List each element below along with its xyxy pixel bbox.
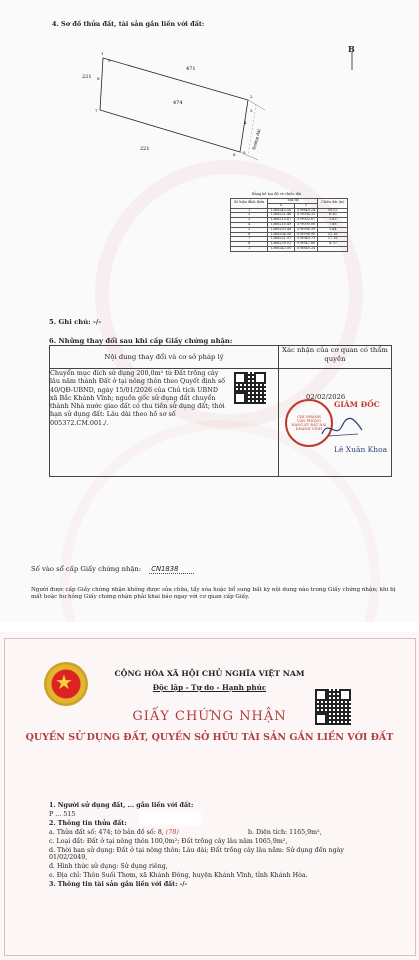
motto: Độc lập - Tự do - Hạnh phúc — [152, 683, 267, 692]
coords-cell: 7.88 — [318, 222, 348, 227]
notice-text: Người được cấp Giấy chứng nhận không được sửa chữa, tẩy xóa hoặc bổ sung bất kỳ nội dung nào trong Giấy chứng nhận; khi bị mất hoặc hư hỏng Giấy chứng nhận phải khai báo ngay với cơ quan cấp Giấy. — [31, 587, 396, 600]
changes-col-header: Xác nhận của cơ quan có thẩm quyền — [279, 346, 392, 369]
plot-vertex-label: 7 — [95, 108, 98, 113]
coords-row — [231, 246, 348, 251]
coords-cell: 6.10 — [318, 213, 348, 218]
signature — [318, 414, 368, 442]
coords-cell: 579002.67 — [294, 218, 318, 223]
changes-table — [49, 345, 392, 477]
changes-col-header: Nội dung thay đổi và cơ sở pháp lý — [50, 346, 279, 369]
coords-cell: 52.16 — [318, 232, 348, 237]
coords-cell: 578849.24 — [294, 208, 318, 213]
coords-header: X — [268, 203, 294, 208]
coords-cell: 1368243.50 — [268, 208, 294, 213]
coords-cell: 6 — [231, 232, 268, 237]
coords-cell: 8 — [231, 242, 268, 247]
neighbor-parcel-label: 221 — [82, 74, 92, 80]
parcel-area: b. Diện tích: 1165,9m², — [248, 829, 322, 836]
coords-cell: 1368210.49 — [268, 222, 294, 227]
coords-cell: 1368203.48 — [268, 227, 294, 232]
coords-cell: 1 — [231, 208, 268, 213]
coords-header: Chiều dài (m) — [318, 199, 348, 209]
plot-vertex-label: 9 — [108, 58, 111, 63]
coords-cell: 17.18 — [318, 237, 348, 242]
land-term: d. Thời hạn sử dụng: Đất ở tại nông thôn: Lâu dài; Đất trồng cây lâu năm: Sử dụng đến ngày 01/02/2049, — [49, 847, 344, 862]
coords-cell: 579000.00 — [294, 222, 318, 227]
attached-assets: 3. Thông tin tài sản gắn liền với đất: -/- — [49, 881, 188, 888]
coords-cell: 1 — [231, 246, 268, 251]
plot-diagram — [0, 0, 419, 200]
usage-form: đ. Hình thức sử dụng: Sử dụng riêng, — [49, 863, 168, 870]
coords-table-title: Bảng kê tọa độ và chiều dài — [252, 192, 302, 196]
section4-title: 4. Sơ đồ thửa đất, tài sản gắn liền với đất: — [52, 20, 205, 28]
neighbor-parcel-label: 471 — [186, 66, 196, 72]
coords-cell: 59.52 — [318, 208, 348, 213]
approver-position: GIÁM ĐỐC — [334, 400, 380, 409]
coords-cell: 2.83 — [318, 218, 348, 223]
section6-title: 6. Những thay đổi sau khi cấp Giấy chứng nhận: — [49, 337, 233, 345]
qr-code — [234, 372, 266, 404]
land-address: e. Địa chỉ: Thôn Suối Thơm, xã Khánh Đông, huyện Khánh Vĩnh, tỉnh Khánh Hòa. — [49, 872, 308, 879]
parcel-number: a. Thửa đất số: 474; tờ bản đồ số: 8, (78) — [49, 829, 179, 836]
coords-cell: 4 — [231, 222, 268, 227]
coords-cell — [318, 246, 348, 251]
coords-cell: 1368239.02 — [268, 242, 294, 247]
coords-cell: 1368243.50 — [268, 246, 294, 251]
coords-cell: 4.70 — [318, 242, 348, 247]
coords-cell: 1368221.46 — [268, 213, 294, 218]
plot-vertex-label: 4 — [244, 120, 247, 125]
parcel-number-label: 474 — [173, 100, 183, 106]
road-label: Đường đất — [251, 128, 262, 151]
coords-cell: 578996.39 — [294, 227, 318, 232]
coords-header: Tọa độ — [268, 199, 318, 204]
coords-header: Y — [294, 203, 318, 208]
approval-date: 02/02/2026 — [306, 393, 346, 401]
registry-number: Số vào sổ cấp Giấy chứng nhận: CN1838 — [31, 565, 194, 573]
official-stamp: CHI NHÁNH VĂN PHÒNG ĐĂNG KÝ ĐẤT ĐAI KHÁNH VĨNH — [285, 399, 333, 447]
section5-title: 5. Ghi chú: -/- — [49, 318, 102, 326]
neighbor-parcel-label: 221 — [140, 146, 150, 152]
coords-cell: 1368221.97 — [268, 237, 294, 242]
parcel-info-heading: 2. Thông tin thửa đất: — [49, 820, 127, 827]
north-arrow-label: B — [348, 44, 355, 54]
land-type: c. Loại đất: Đất ở tại nông thôn 100,0m²; Đất trồng cây lâu năm 1065,9m², — [49, 838, 288, 845]
plot-vertex-label: 6 — [233, 152, 236, 157]
coords-cell: 578945.73 — [294, 237, 318, 242]
coords-cell: 578994.90 — [294, 232, 318, 237]
national-emblem-icon: ★ — [44, 662, 88, 706]
coords-header: Số hiệu đỉnh thửa — [231, 199, 268, 209]
coords-cell: 2 — [231, 213, 268, 218]
owner-line: 1. Người sử dụng đất, ... gắn liền với đất: — [49, 802, 194, 809]
plot-vertex-label: 3 — [250, 108, 253, 113]
coords-cell: 579004.33 — [294, 213, 318, 218]
plot-vertex-label: 2 — [250, 94, 253, 99]
owner-line-2: P ... 515 — [49, 811, 76, 818]
plot-vertex-label: 5 — [243, 150, 246, 155]
coords-cell: 578947.80 — [294, 242, 318, 247]
coords-cell: 7 — [231, 237, 268, 242]
nation-name: CỘNG HÒA XÃ HỘI CHỦ NGHĨA VIỆT NAM — [114, 669, 305, 678]
certificate-title: GIẤY CHỨNG NHẬN — [132, 709, 287, 724]
certificate-subtitle: QUYỀN SỬ DỤNG ĐẤT, QUYỀN SỞ HỮU TÀI SẢN GẮN LIỀN VỚI ĐẤT — [25, 732, 394, 743]
coords-cell: 3 — [231, 218, 268, 223]
coords-cell: 1368204.56 — [268, 232, 294, 237]
coords-cell: 1368215.67 — [268, 218, 294, 223]
coords-cell: 578849.24 — [294, 246, 318, 251]
plot-vertex-label: 1 — [101, 51, 104, 56]
coords-table — [230, 198, 348, 252]
signer-name: Lê Xuân Khoa — [334, 445, 388, 454]
coords-cell: 1.84 — [318, 227, 348, 232]
plot-vertex-label: 8 — [97, 76, 100, 81]
changes-content: Chuyển mục đích sử dụng 200,0m² từ Đất trồng cây lâu năm thành Đất ở tại nông thôn theo Quyết định số 40/QĐ-UBND, ngày 15/01/2026 của Chủ tịch UBND xã Bắc Khánh Vĩnh; nguồn gốc sử dụng đất chuyển thành Nhà nước giao đất có thu tiền sử dụng đất; thời hạn sử dụng đất: Lâu dài theo hồ sơ số 005372.CM.001./. — [50, 369, 279, 477]
redaction-blur — [139, 811, 201, 825]
coords-cell: 5 — [231, 227, 268, 232]
